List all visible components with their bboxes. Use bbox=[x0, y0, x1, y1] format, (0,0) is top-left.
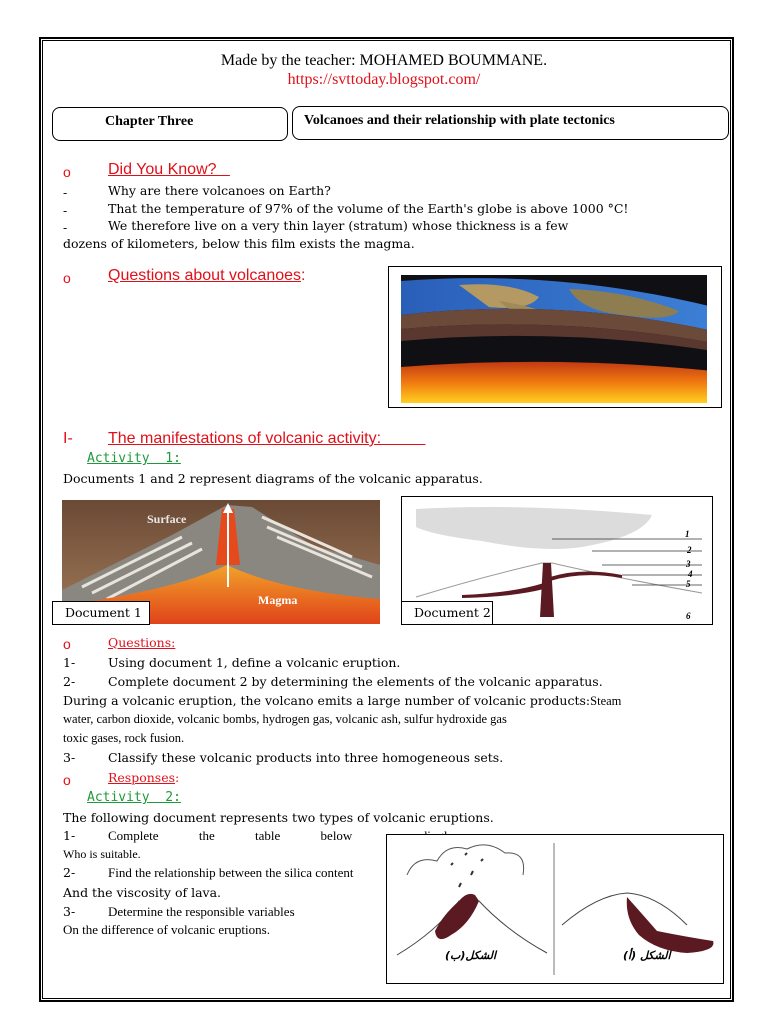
section-1-number: I- bbox=[63, 430, 73, 447]
doc2-number-4: 4 bbox=[688, 569, 693, 579]
doc2-number-5: 5 bbox=[686, 579, 691, 589]
bullet-did-you-know: o bbox=[63, 164, 71, 180]
earth-layers-drawing bbox=[389, 267, 722, 408]
bullet-questions: o bbox=[63, 636, 71, 652]
document-2-caption: Document 2 bbox=[401, 601, 493, 625]
topic-label: Volcanoes and their relationship with plate tectonics bbox=[304, 113, 615, 128]
activity-2-q1-text: Complete the table below bbox=[108, 828, 353, 843]
figure-label-b: الشكل(ب) bbox=[445, 949, 497, 962]
dyk-item-2: That the temperature of 97% of the volume of the Earth's globe is above 1000 °C! bbox=[108, 201, 629, 216]
question-2-text: Complete document 2 by determining the elements of the volcanic apparatus. bbox=[108, 674, 603, 689]
dyk-item-1: Why are there volcanoes on Earth? bbox=[108, 183, 331, 198]
products-list: water, carbon dioxide, volcanic bombs, hydrogen gas, volcanic ash, sulfur hydroxide gas bbox=[63, 712, 507, 726]
activity-2-q3-cont: On the difference of volcanic eruptions. bbox=[63, 922, 270, 937]
topic-box bbox=[292, 106, 729, 140]
products-list-end: toxic gases, rock fusion. bbox=[63, 731, 185, 745]
question-2-number: 2- bbox=[63, 674, 76, 689]
earth-layers-image bbox=[388, 266, 722, 408]
activity-2-label: Activity 2: bbox=[87, 790, 181, 805]
dyk-dash-2: - bbox=[63, 203, 68, 218]
activity-1-label: Activity 1: bbox=[87, 451, 181, 466]
question-3-number: 3- bbox=[63, 750, 76, 765]
responses-heading: Responses: bbox=[108, 770, 180, 785]
activity-2-q1-number: 1- bbox=[63, 828, 76, 843]
figure-label-a: الشكل (أ) bbox=[623, 949, 671, 962]
did-you-know-title: Did You Know? bbox=[108, 161, 217, 178]
questions-title: Questions: bbox=[108, 635, 176, 650]
website-link[interactable]: https://svttoday.blogspot.com/ bbox=[287, 71, 481, 88]
section-1-heading bbox=[108, 430, 425, 448]
activity-2-q2-text: Find the relationship between the silica content bbox=[108, 865, 354, 880]
question-3-text: Classify these volcanic products into three homogeneous sets. bbox=[108, 750, 504, 765]
bullet-responses: o bbox=[63, 772, 71, 788]
products-intro-line bbox=[63, 693, 621, 709]
activity-2-q2-number: 2- bbox=[63, 865, 76, 880]
teacher-credit: Made by the teacher: MOHAMED BOUMMANE. bbox=[220, 52, 548, 69]
activity-2-intro: The following document represents two types of volcanic eruptions. bbox=[63, 810, 494, 825]
activity-1-intro: Documents 1 and 2 represent diagrams of the volcanic apparatus. bbox=[63, 471, 483, 486]
eruption-types-image bbox=[386, 834, 724, 984]
document-1-caption: Document 1 bbox=[52, 601, 150, 625]
activity-2-q3-text: Determine the responsible variables bbox=[108, 904, 295, 919]
doc2-number-3: 3 bbox=[686, 559, 691, 569]
questions-about-heading: Questions about volcanoes: bbox=[108, 267, 306, 284]
dyk-dash-1: - bbox=[63, 185, 68, 200]
products-intro: During a volcanic eruption, the volcano emits a large number of volcanic products: bbox=[63, 693, 591, 708]
doc2-number-6: 6 bbox=[686, 611, 691, 621]
questions-heading bbox=[108, 635, 175, 650]
doc1-magma-label: Magma bbox=[258, 593, 298, 607]
dyk-item-3: We therefore live on a very thin layer (stratum) whose thickness is a few bbox=[108, 218, 569, 233]
activity-2-q1-cont: Who is suitable. bbox=[63, 847, 141, 861]
question-1-number: 1- bbox=[63, 655, 76, 670]
doc2-number-1: 1 bbox=[685, 529, 690, 539]
did-you-know-heading bbox=[108, 161, 230, 179]
dyk-continuation: dozens of kilometers, below this film exists the magma. bbox=[63, 236, 415, 251]
section-1-title: The manifestations of volcanic activity: bbox=[108, 430, 382, 447]
questions-about-title: Questions about volcanoes bbox=[108, 267, 302, 284]
doc2-number-2: 2 bbox=[687, 545, 692, 555]
eruption-types-drawing bbox=[387, 835, 724, 984]
doc1-surface-label: Surface bbox=[147, 512, 187, 526]
chapter-box bbox=[52, 107, 288, 141]
responses-title: Responses bbox=[108, 770, 176, 785]
products-steam: Steam bbox=[590, 694, 622, 708]
activity-2-q3-number: 3- bbox=[63, 904, 76, 919]
question-1-text: Using document 1, define a volcanic eruption. bbox=[108, 655, 401, 670]
bullet-questions-about: o bbox=[63, 270, 71, 286]
activity-2-q2-cont: And the viscosity of lava. bbox=[63, 885, 222, 900]
dyk-dash-3: - bbox=[63, 220, 68, 235]
chapter-label: Chapter Three bbox=[105, 114, 194, 129]
